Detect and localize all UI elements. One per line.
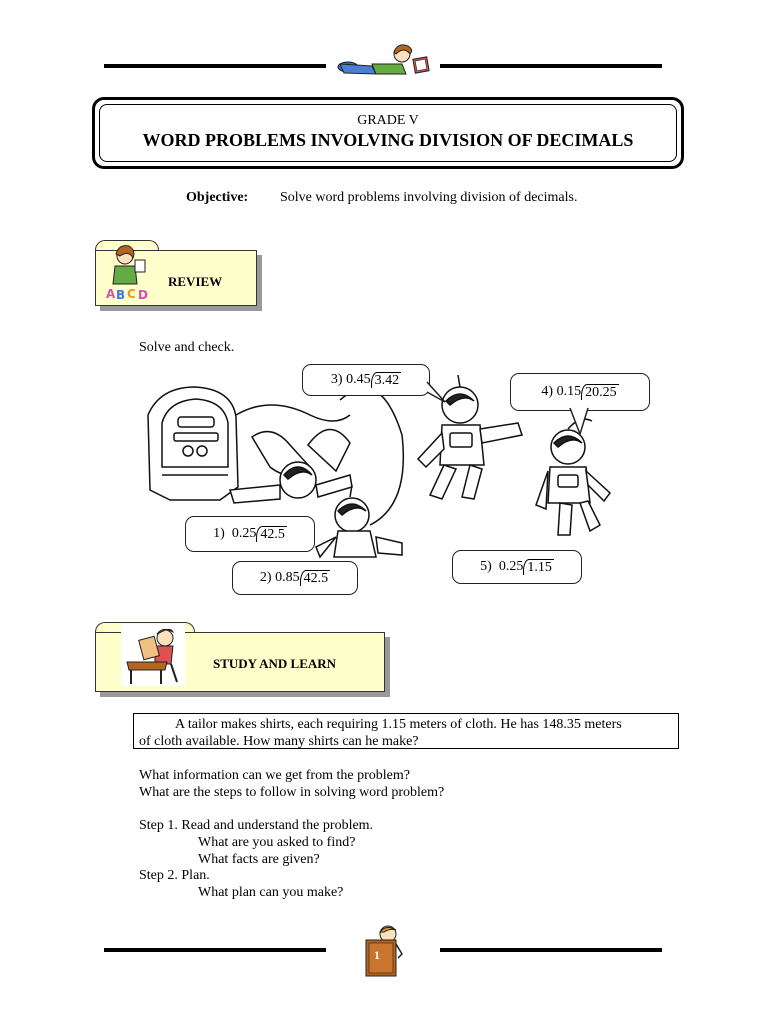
step-1: Step 1. Read and understand the problem. bbox=[139, 818, 374, 833]
bubble-4-tail bbox=[566, 406, 592, 438]
word-problem-line-2: of cloth available. How many shirts can he make? bbox=[139, 734, 419, 749]
problem-1-number: 1) bbox=[213, 526, 225, 541]
svg-text:D: D bbox=[138, 288, 148, 302]
page-number: 1 bbox=[374, 948, 380, 962]
svg-text:A: A bbox=[106, 287, 116, 301]
step-2-question-1: What plan can you make? bbox=[198, 885, 344, 900]
problem-3-divisor: 0.45 bbox=[346, 372, 371, 387]
review-problem-3 bbox=[302, 364, 430, 396]
problem-5-divisor: 0.25 bbox=[498, 559, 524, 574]
review-problem-1 bbox=[185, 516, 315, 552]
boy-reading-at-desk-icon bbox=[121, 624, 185, 686]
study-label: STUDY AND LEARN bbox=[213, 656, 337, 671]
word-problem-line-1: A tailor makes shirts, each requiring 1.15 meters of cloth. He has 148.35 meters bbox=[175, 717, 622, 732]
title-inner-border bbox=[99, 104, 677, 162]
review-instruction: Solve and check. bbox=[139, 340, 235, 355]
problem-1-divisor: 0.25 bbox=[231, 526, 257, 541]
problem-3-number: 3) bbox=[330, 372, 343, 387]
problem-5-number: 5) bbox=[480, 559, 492, 574]
svg-text:C: C bbox=[127, 287, 136, 301]
page-title: WORD PROBLEMS INVOLVING DIVISION OF DECIMALS bbox=[142, 130, 634, 150]
problem-5-dividend: 1.15 bbox=[523, 559, 554, 575]
objective-label: Objective: bbox=[186, 190, 249, 205]
grade-label: GRADE V bbox=[357, 113, 419, 128]
word-problem-box bbox=[133, 713, 679, 749]
problem-4-number: 4) bbox=[541, 384, 554, 399]
step-1-question-1: What are you asked to find? bbox=[198, 835, 356, 850]
problem-2-dividend: 42.5 bbox=[300, 570, 331, 586]
title-box bbox=[92, 97, 684, 169]
problem-2-number: 2) bbox=[259, 570, 272, 585]
review-problem-5 bbox=[452, 550, 582, 584]
girl-with-cards-icon bbox=[103, 242, 155, 302]
problem-1-dividend: 42.5 bbox=[256, 526, 287, 542]
problem-3-dividend: 3.42 bbox=[371, 372, 402, 388]
boy-with-book-icon bbox=[360, 924, 408, 980]
question-1: What information can we get from the problem? bbox=[139, 768, 410, 783]
objective-text: Solve word problems involving division of decimals. bbox=[280, 190, 578, 205]
bottom-rule-right bbox=[440, 948, 662, 952]
bubble-3-tail bbox=[425, 380, 449, 406]
top-rule-left bbox=[104, 64, 326, 68]
problem-4-divisor: 0.15 bbox=[556, 384, 582, 399]
review-problem-2 bbox=[232, 561, 358, 595]
bottom-rule-left bbox=[104, 948, 326, 952]
svg-text:B: B bbox=[116, 288, 126, 302]
problem-2-divisor: 0.85 bbox=[275, 570, 300, 585]
question-2: What are the steps to follow in solving word problem? bbox=[139, 785, 445, 800]
reading-girl-icon bbox=[332, 40, 438, 84]
review-label: REVIEW bbox=[168, 274, 223, 289]
problem-4-dividend: 20.25 bbox=[581, 384, 619, 400]
step-2: Step 2. Plan. bbox=[139, 868, 210, 883]
step-1-question-2: What facts are given? bbox=[198, 852, 320, 867]
top-rule-right bbox=[440, 64, 662, 68]
